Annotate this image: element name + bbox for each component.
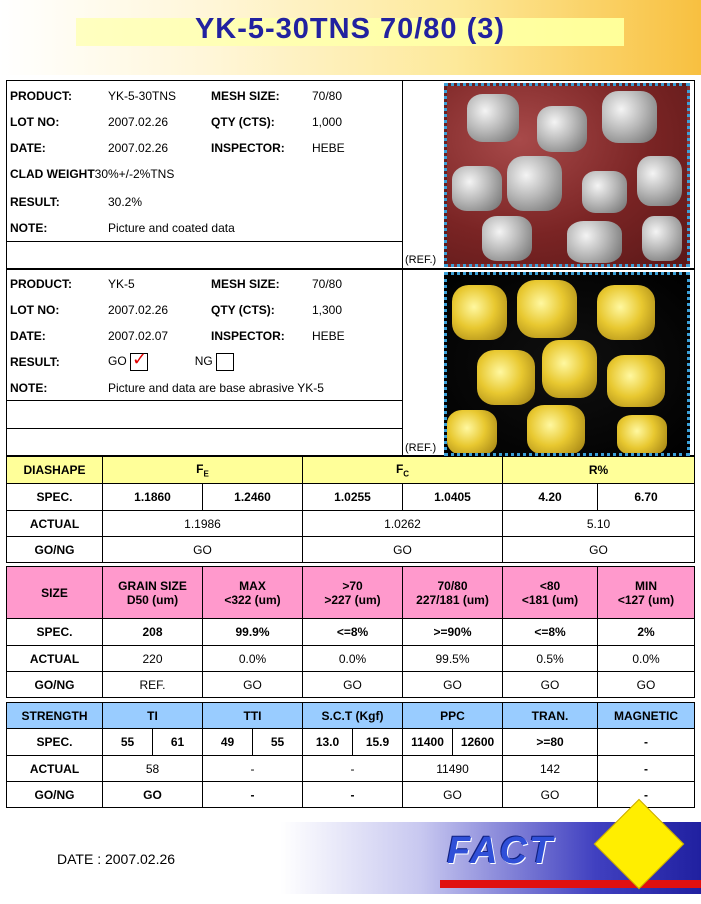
qty-label: QTY (CTS): bbox=[211, 115, 275, 129]
col-title: GRAIN SIZE bbox=[118, 578, 187, 593]
ng-checkbox bbox=[216, 353, 234, 371]
actual-cell: 0.0% bbox=[203, 646, 303, 672]
diashape-header: DIASHAPE bbox=[7, 457, 103, 484]
strength-col-header: TTI bbox=[203, 703, 303, 729]
col-subtitle: <181 (um) bbox=[521, 592, 579, 607]
product-label: PRODUCT: bbox=[10, 277, 72, 291]
mesh-label: MESH SIZE: bbox=[211, 277, 280, 291]
spec-cell: 208 bbox=[103, 619, 203, 646]
result-value: 30.2% bbox=[108, 195, 143, 209]
gong-label: GO/NG bbox=[7, 782, 103, 808]
col-subtitle: >227 (um) bbox=[324, 592, 381, 607]
footer-date: DATE : 2007.02.26 bbox=[57, 851, 176, 867]
mesh-value: 70/80 bbox=[312, 89, 343, 103]
crystal-shape bbox=[617, 415, 667, 455]
size-col-header bbox=[503, 567, 598, 619]
col-title: MIN bbox=[635, 578, 657, 593]
clad-weight-row bbox=[7, 161, 174, 187]
product-value: YK-5-30TNS bbox=[108, 89, 177, 103]
spec-cell: 61 bbox=[153, 729, 203, 756]
crystal-shape bbox=[517, 280, 577, 338]
crystal-shape bbox=[637, 156, 682, 206]
spec-label: SPEC. bbox=[7, 619, 103, 646]
crystal-shape bbox=[447, 410, 497, 455]
spec-cell: 1.0405 bbox=[403, 484, 503, 511]
footer-stripe bbox=[440, 880, 701, 888]
fe-header bbox=[103, 457, 303, 484]
result-label: RESULT: bbox=[10, 355, 60, 369]
col-title: >70 bbox=[342, 578, 363, 593]
ng-label: NG bbox=[194, 354, 213, 369]
size-col-header bbox=[303, 567, 403, 619]
spec-cell: 1.1860 bbox=[103, 484, 203, 511]
lot-value: 2007.02.26 bbox=[108, 115, 169, 129]
diashape-table bbox=[6, 456, 695, 563]
spec-cell: 4.20 bbox=[503, 484, 598, 511]
actual-cell: 11490 bbox=[403, 756, 503, 782]
col-title: 70/80 bbox=[437, 578, 468, 593]
base-info-table bbox=[7, 271, 345, 401]
col-subtitle: <322 (um) bbox=[224, 592, 281, 607]
crystal-shape bbox=[527, 405, 585, 455]
gong-cell: GO bbox=[103, 537, 303, 563]
clad-value: 30%+/-2%TNS bbox=[94, 167, 175, 181]
result-note-rows bbox=[7, 189, 235, 241]
actual-cell: 220 bbox=[103, 646, 203, 672]
crystal-shape bbox=[597, 285, 655, 340]
spec-cell: <=8% bbox=[503, 619, 598, 646]
fact-logo: FACT bbox=[447, 830, 555, 872]
crystal-shape bbox=[467, 94, 519, 142]
spec-cell: 49 bbox=[203, 729, 253, 756]
spec-label: SPEC. bbox=[7, 484, 103, 511]
date-value: 2007.02.07 bbox=[108, 329, 169, 343]
actual-cell: 0.5% bbox=[503, 646, 598, 672]
actual-cell: 0.0% bbox=[598, 646, 695, 672]
fe-subscript: E bbox=[203, 469, 209, 479]
product-label: PRODUCT: bbox=[10, 89, 72, 103]
strength-header: STRENGTH bbox=[7, 703, 103, 729]
size-col-header bbox=[103, 567, 203, 619]
actual-label: ACTUAL bbox=[7, 511, 103, 537]
spec-cell: 55 bbox=[253, 729, 303, 756]
size-header: SIZE bbox=[7, 567, 103, 619]
note-label: NOTE: bbox=[10, 221, 48, 235]
crystal-shape bbox=[602, 91, 657, 143]
strength-col-header: TI bbox=[103, 703, 203, 729]
coated-diamond-photo bbox=[444, 83, 690, 267]
gong-cell: GO bbox=[503, 672, 598, 698]
actual-cell: - bbox=[598, 756, 695, 782]
fc-header bbox=[303, 457, 503, 484]
actual-cell: 1.0262 bbox=[303, 511, 503, 537]
checkmark-icon: ✓ bbox=[132, 349, 148, 369]
spec-cell: >=80 bbox=[503, 729, 598, 756]
inspector-label: INSPECTOR: bbox=[211, 329, 285, 343]
inspector-value: HEBE bbox=[312, 141, 345, 155]
spec-cell: <=8% bbox=[303, 619, 403, 646]
col-title: <80 bbox=[539, 578, 561, 593]
gong-cell: GO bbox=[103, 782, 203, 808]
base-abrasive-photo bbox=[444, 272, 690, 456]
gong-cell: GO bbox=[203, 672, 303, 698]
note-value: Picture and data are base abrasive YK-5 bbox=[108, 381, 324, 395]
gong-cell: - bbox=[598, 782, 695, 808]
crystal-shape bbox=[582, 171, 627, 213]
page-title: YK-5-30TNS 70/80 (3) bbox=[194, 13, 506, 45]
fc-subscript: C bbox=[403, 469, 410, 479]
size-col-header bbox=[598, 567, 695, 619]
strength-col-header: MAGNETIC bbox=[598, 703, 695, 729]
gong-label: GO/NG bbox=[7, 672, 103, 698]
crystal-shape bbox=[452, 166, 502, 211]
size-table bbox=[6, 566, 695, 698]
spec-cell: 6.70 bbox=[598, 484, 695, 511]
clad-label: CLAD WEIGHT bbox=[10, 167, 95, 181]
actual-cell: - bbox=[203, 756, 303, 782]
spec-cell: 1.0255 bbox=[303, 484, 403, 511]
spec-cell: >=90% bbox=[403, 619, 503, 646]
inspector-value: HEBE bbox=[312, 329, 345, 343]
qty-value: 1,000 bbox=[312, 115, 343, 129]
gong-cell: - bbox=[203, 782, 303, 808]
spec-cell: - bbox=[598, 729, 695, 756]
gong-cell: GO bbox=[403, 672, 503, 698]
crystal-shape bbox=[542, 340, 597, 398]
crystal-shape bbox=[537, 106, 587, 152]
actual-label: ACTUAL bbox=[7, 646, 103, 672]
qty-label: QTY (CTS): bbox=[211, 303, 275, 317]
col-title: MAX bbox=[239, 578, 266, 593]
qty-value: 1,300 bbox=[312, 303, 343, 317]
result-label: RESULT: bbox=[10, 195, 60, 209]
crystal-shape bbox=[452, 285, 507, 340]
gong-label: GO/NG bbox=[7, 537, 103, 563]
crystal-shape bbox=[567, 221, 622, 263]
actual-cell: 1.1986 bbox=[103, 511, 303, 537]
gong-cell: REF. bbox=[103, 672, 203, 698]
gong-cell: - bbox=[303, 782, 403, 808]
col-subtitle: <127 (um) bbox=[617, 592, 675, 607]
size-col-header bbox=[403, 567, 503, 619]
spec-label: SPEC. bbox=[7, 729, 103, 756]
actual-cell: 99.5% bbox=[403, 646, 503, 672]
gong-cell: GO bbox=[503, 782, 598, 808]
strength-table bbox=[6, 702, 695, 808]
crystal-shape bbox=[482, 216, 532, 261]
spec-cell: 99.9% bbox=[203, 619, 303, 646]
date-label: DATE: bbox=[10, 141, 46, 155]
lot-label: LOT NO: bbox=[10, 303, 60, 317]
spec-cell: 1.2460 bbox=[203, 484, 303, 511]
ref-label-top: (REF.) bbox=[405, 254, 437, 266]
mesh-value: 70/80 bbox=[312, 277, 343, 291]
fc-letter: F bbox=[395, 461, 404, 476]
inspector-label: INSPECTOR: bbox=[211, 141, 285, 155]
gong-cell: GO bbox=[403, 782, 503, 808]
spec-cell: 12600 bbox=[453, 729, 503, 756]
lot-value: 2007.02.26 bbox=[108, 303, 169, 317]
actual-cell: 58 bbox=[103, 756, 203, 782]
strength-col-header: S.C.T (Kgf) bbox=[303, 703, 403, 729]
gong-cell: GO bbox=[598, 672, 695, 698]
actual-cell: 5.10 bbox=[503, 511, 695, 537]
go-label: GO bbox=[108, 354, 127, 369]
actual-cell: 142 bbox=[503, 756, 598, 782]
lot-label: LOT NO: bbox=[10, 115, 60, 129]
clad-info-table bbox=[7, 83, 345, 161]
note-value: Picture and coated data bbox=[108, 221, 235, 235]
ref-label-middle: (REF.) bbox=[405, 442, 437, 454]
crystal-shape bbox=[477, 350, 535, 405]
gong-cell: GO bbox=[503, 537, 695, 563]
crystal-shape bbox=[642, 216, 682, 261]
r-header: R% bbox=[503, 457, 695, 484]
go-checkbox bbox=[130, 349, 148, 371]
size-col-header bbox=[203, 567, 303, 619]
spec-cell: 11400 bbox=[403, 729, 453, 756]
spec-cell: 2% bbox=[598, 619, 695, 646]
gong-cell: GO bbox=[303, 537, 503, 563]
date-value: 2007.02.26 bbox=[108, 141, 169, 155]
mesh-label: MESH SIZE: bbox=[211, 89, 280, 103]
col-subtitle: 227/181 (um) bbox=[416, 592, 489, 607]
crystal-shape bbox=[507, 156, 562, 211]
crystal-shape bbox=[607, 355, 665, 407]
strength-col-header: TRAN. bbox=[503, 703, 598, 729]
spec-cell: 13.0 bbox=[303, 729, 353, 756]
spec-cell: 15.9 bbox=[353, 729, 403, 756]
col-subtitle: D50 (um) bbox=[126, 592, 179, 607]
product-value: YK-5 bbox=[108, 277, 135, 291]
strength-col-header: PPC bbox=[403, 703, 503, 729]
actual-label: ACTUAL bbox=[7, 756, 103, 782]
gong-cell: GO bbox=[303, 672, 403, 698]
note-label: NOTE: bbox=[10, 381, 48, 395]
result-go-ng bbox=[105, 349, 345, 375]
fe-letter: F bbox=[196, 461, 204, 476]
actual-cell: 0.0% bbox=[303, 646, 403, 672]
spec-cell: 55 bbox=[103, 729, 153, 756]
actual-cell: - bbox=[303, 756, 403, 782]
date-label: DATE: bbox=[10, 329, 46, 343]
